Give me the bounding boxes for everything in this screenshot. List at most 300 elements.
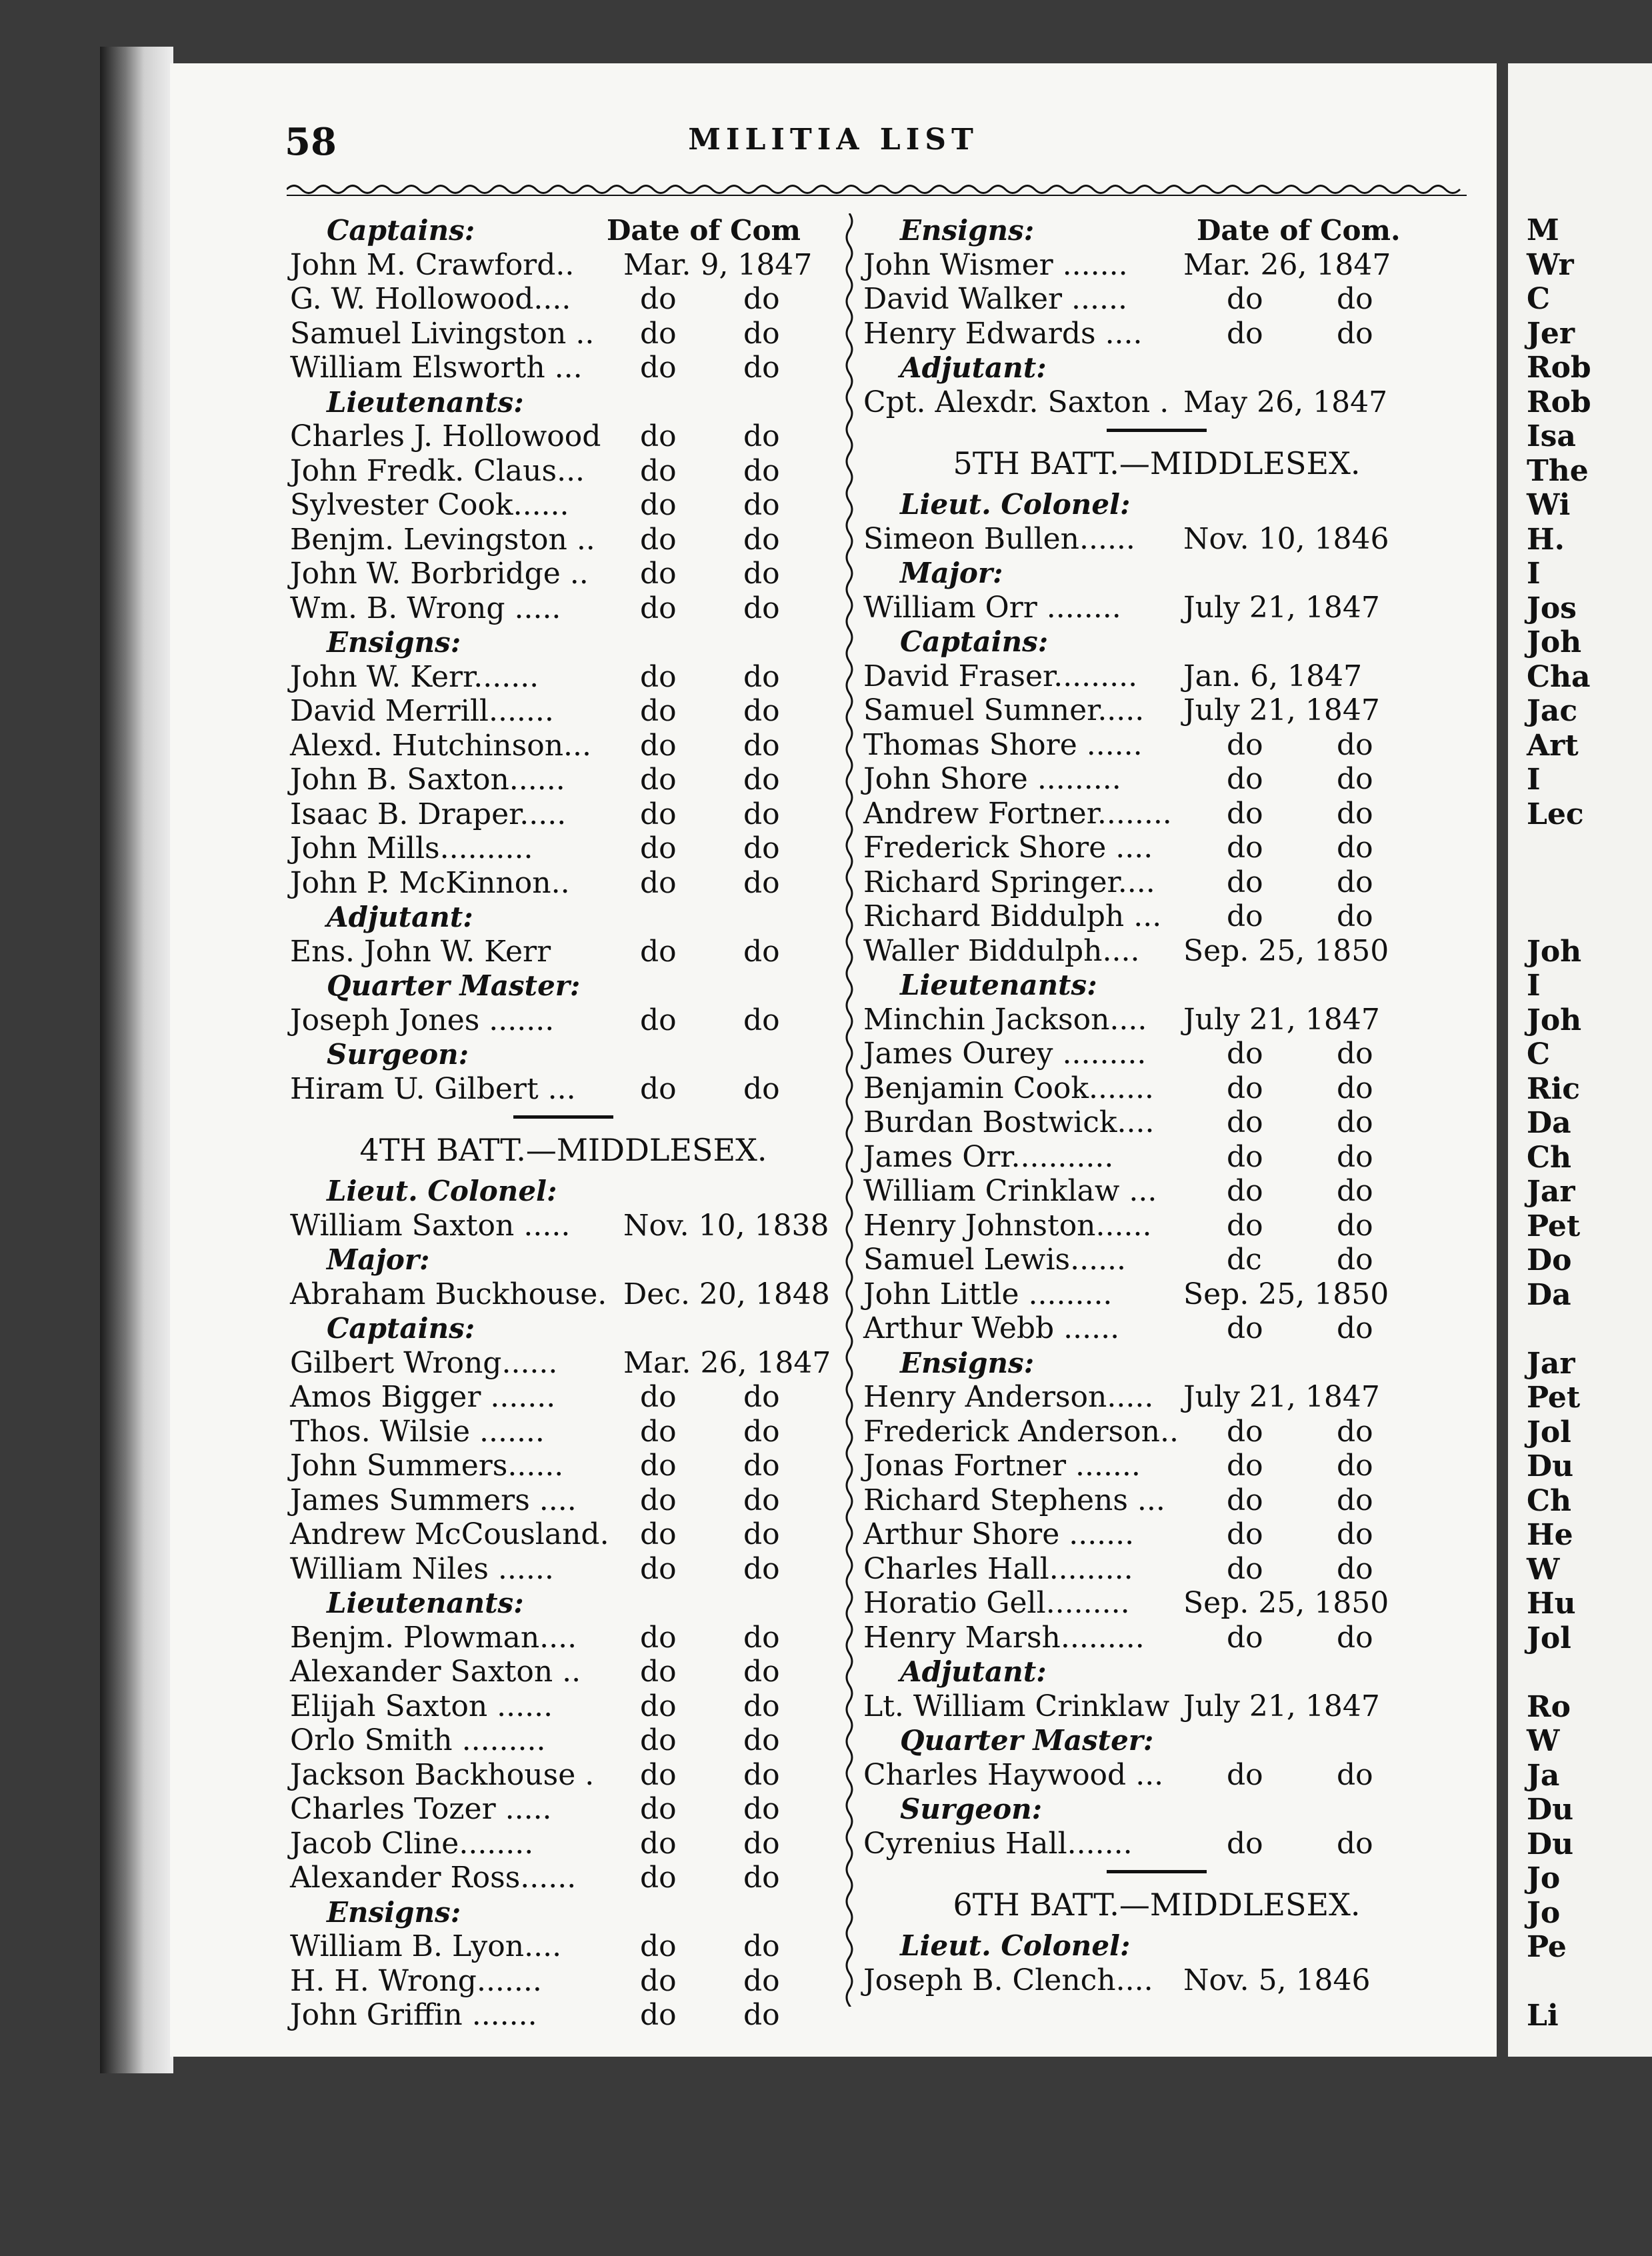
running-title: MILITIA LIST — [688, 123, 979, 157]
commission-date: May 26, 1847 — [1183, 385, 1388, 419]
officer-name: Samuel Lewis...... — [863, 1243, 1127, 1277]
rank-label: Captains: — [327, 214, 475, 247]
ditto-mark: do — [640, 831, 677, 865]
officer-name: William Orr ........ — [863, 590, 1121, 625]
ditto-mark: do — [743, 282, 780, 316]
ditto-mark: do — [1227, 865, 1263, 899]
officer-entry — [290, 1517, 837, 1552]
ditto-mark: do — [1337, 727, 1373, 762]
rank-heading — [863, 556, 1450, 591]
officer-name: Richard Springer.... — [863, 865, 1155, 899]
date-of-commission-header: Date of Com. — [1197, 214, 1401, 247]
officer-entry — [863, 1586, 1450, 1621]
officer-name: Gilbert Wrong...... — [290, 1345, 558, 1380]
ditto-mark: do — [1227, 1174, 1263, 1208]
facing-page-fragment: Joh — [1527, 1003, 1582, 1037]
officer-name: John Little ......... — [863, 1277, 1113, 1311]
officer-name: David Merrill....... — [290, 694, 554, 728]
officer-name: Joseph Jones ....... — [290, 1003, 555, 1037]
officer-name: Jonas Fortner ....... — [863, 1449, 1141, 1483]
ditto-mark: do — [1337, 1449, 1373, 1483]
ditto-mark: do — [743, 934, 780, 969]
commission-date: Dec. 20, 1848 — [623, 1277, 830, 1311]
officer-entry — [290, 1689, 837, 1724]
ditto-mark: do — [743, 1414, 780, 1449]
officer-entry — [290, 1998, 837, 2033]
officer-name: John Griffin ....... — [290, 1998, 537, 2032]
ditto-mark: do — [640, 1414, 677, 1449]
ditto-mark: do — [1227, 1208, 1263, 1243]
officer-name: Alexander Saxton .. — [290, 1655, 581, 1689]
officer-name: John Shore ......... — [863, 762, 1121, 796]
facing-page-fragment: I — [1527, 557, 1541, 591]
officer-entry — [863, 762, 1450, 797]
officer-name: John M. Crawford.. — [290, 247, 575, 282]
ditto-mark: do — [640, 1998, 677, 2032]
officer-name: Frederick Anderson.. — [863, 1414, 1179, 1449]
officer-entry — [290, 935, 837, 969]
ditto-mark: do — [1227, 899, 1263, 933]
ditto-mark: do — [640, 419, 677, 453]
officer-entry — [290, 1552, 837, 1587]
ditto-mark: do — [640, 1723, 677, 1757]
ditto-mark: do — [1337, 1071, 1373, 1105]
facing-page-fragment: Ch — [1527, 1140, 1572, 1175]
ditto-mark: do — [1337, 1826, 1373, 1861]
ditto-mark: do — [1337, 1037, 1373, 1071]
commission-date: Mar. 26, 1847 — [623, 1345, 831, 1380]
officer-entry — [863, 248, 1450, 283]
facing-page-fragment: Jol — [1527, 1415, 1571, 1449]
officer-entry — [863, 1449, 1450, 1483]
officer-name: Sylvester Cook...... — [290, 488, 569, 522]
ditto-mark: do — [743, 728, 780, 763]
officer-name: Burdan Bostwick.... — [863, 1105, 1155, 1139]
officer-entry — [863, 1689, 1450, 1724]
ditto-mark: do — [1337, 1414, 1373, 1449]
officer-name: Frederick Shore .... — [863, 831, 1153, 865]
officer-entry — [863, 899, 1450, 934]
facing-page-fragment: Isa — [1527, 419, 1576, 453]
officer-name: Jackson Backhouse . — [290, 1757, 595, 1792]
officer-name: James Summers .... — [290, 1483, 577, 1517]
ditto-mark: do — [1227, 1517, 1263, 1551]
facing-page-fragment — [1527, 831, 1591, 866]
ditto-mark: do — [743, 1620, 780, 1655]
officer-entry — [863, 591, 1450, 625]
ditto-mark: do — [1337, 1174, 1373, 1208]
battalion-heading: 4TH BATT.—MIDDLESEX. — [359, 1132, 767, 1168]
officer-name: William Niles ...... — [290, 1551, 554, 1586]
officer-entry — [290, 1449, 837, 1483]
officer-name: H. H. Wrong....... — [290, 1963, 542, 1998]
section-rule — [290, 1106, 837, 1126]
rank-heading — [290, 1586, 837, 1621]
rank-label: Captains: — [900, 625, 1049, 658]
rank-heading — [863, 487, 1450, 522]
officer-name: Andrew McCousland. — [290, 1517, 609, 1551]
officer-name: Henry Johnston...... — [863, 1208, 1152, 1243]
ditto-mark: do — [1337, 762, 1373, 796]
rank-label: Quarter Master: — [327, 969, 581, 1002]
officer-entry — [290, 1003, 837, 1038]
ditto-mark: do — [743, 865, 780, 900]
officer-name: Elijah Saxton ...... — [290, 1689, 553, 1723]
ditto-mark: do — [640, 1620, 677, 1655]
officer-name: Alexander Ross...... — [290, 1861, 577, 1895]
ditto-mark: do — [1337, 1517, 1373, 1551]
officer-name: Cyrenius Hall....... — [863, 1826, 1133, 1861]
ditto-mark: do — [640, 316, 677, 351]
officer-entry — [863, 1071, 1450, 1106]
officer-entry — [290, 1964, 837, 1999]
officer-entry — [290, 1277, 837, 1312]
facing-page-fragment: The — [1527, 453, 1589, 488]
column-divider — [843, 213, 855, 2007]
officer-entry — [863, 865, 1450, 900]
ditto-mark: do — [743, 1551, 780, 1586]
ditto-mark: do — [640, 1757, 677, 1792]
rank-label: Adjutant: — [900, 351, 1047, 384]
officer-name: Andrew Fortner........ — [863, 796, 1172, 831]
officer-name: Samuel Sumner..... — [863, 693, 1145, 727]
ditto-mark: dc — [1227, 1243, 1262, 1277]
officer-entry — [863, 1243, 1450, 1277]
officer-entry — [863, 1037, 1450, 1071]
document-page — [170, 63, 1497, 2057]
officer-entry — [290, 523, 837, 557]
officer-name: John P. McKinnon.. — [290, 865, 570, 900]
ditto-mark: do — [743, 419, 780, 453]
ditto-mark: do — [1337, 316, 1373, 351]
ditto-mark: do — [743, 557, 780, 591]
facing-page-fragment: Ch — [1527, 1483, 1572, 1518]
facing-page-fragment: Cha — [1527, 659, 1591, 694]
ditto-mark: do — [640, 522, 677, 557]
page-header — [170, 120, 1497, 167]
ditto-mark: do — [743, 1003, 780, 1037]
ditto-mark: do — [1227, 1105, 1263, 1139]
facing-page-fragment: Pet — [1527, 1381, 1581, 1415]
ditto-mark: do — [1337, 1620, 1373, 1655]
date-of-commission-header: Date of Com — [607, 214, 801, 247]
rank-label: Ensigns: — [327, 626, 461, 659]
facing-page-fragment: H. — [1527, 522, 1565, 557]
ditto-mark: do — [743, 351, 780, 385]
ditto-mark: do — [640, 1003, 677, 1037]
ditto-mark: do — [640, 763, 677, 797]
ditto-mark: do — [640, 591, 677, 625]
ditto-mark: do — [1227, 1037, 1263, 1071]
rank-label: Ensigns: — [900, 1346, 1035, 1379]
officer-name: Hiram U. Gilbert ... — [290, 1071, 576, 1106]
officer-entry — [863, 1380, 1450, 1415]
rank-label: Ensigns: — [327, 1895, 461, 1929]
ditto-mark: do — [743, 1792, 780, 1826]
ditto-mark: do — [1337, 899, 1373, 933]
officer-name: Thos. Wilsie ....... — [290, 1414, 545, 1449]
rank-label: Lieut. Colonel: — [327, 1175, 557, 1207]
officer-entry — [863, 1209, 1450, 1243]
ditto-mark: do — [1337, 1551, 1373, 1586]
ditto-mark: do — [1337, 865, 1373, 899]
ditto-mark: do — [1337, 1483, 1373, 1517]
officer-name: Charles Haywood ... — [863, 1757, 1164, 1792]
ditto-mark: do — [743, 659, 780, 694]
rank-label: Lieutenants: — [327, 385, 524, 419]
ditto-mark: do — [1337, 1105, 1373, 1139]
officer-name: John W. Borbridge .. — [290, 557, 589, 591]
officer-name: Orlo Smith ......... — [290, 1723, 546, 1757]
right-column — [863, 213, 1450, 1997]
officer-entry — [290, 1346, 837, 1381]
commission-date: Jan. 6, 1847 — [1183, 659, 1363, 693]
officer-entry — [863, 385, 1450, 420]
officer-entry — [290, 317, 837, 351]
officer-entry — [863, 1415, 1450, 1449]
rank-label: Adjutant: — [327, 901, 473, 933]
rank-label: Major: — [327, 1243, 430, 1276]
officer-name: Benjamin Cook....... — [863, 1071, 1154, 1105]
rank-heading — [290, 969, 837, 1003]
ditto-mark: do — [743, 831, 780, 865]
officer-name: James Ourey ......... — [863, 1037, 1147, 1071]
facing-page-fragment: Do — [1527, 1243, 1572, 1277]
officer-entry — [290, 866, 837, 901]
officer-name: William Saxton ..... — [290, 1208, 571, 1243]
facing-page-fragment: Pet — [1527, 1209, 1581, 1243]
facing-page-fragment: Rob — [1527, 351, 1591, 385]
officer-name: John B. Saxton...... — [290, 763, 565, 797]
facing-page-fragment — [1527, 900, 1591, 935]
ditto-mark: do — [1337, 282, 1373, 316]
officer-entry — [290, 419, 837, 454]
ditto-mark: do — [640, 1071, 677, 1106]
battalion-heading: 6TH BATT.—MIDDLESEX. — [953, 1887, 1361, 1923]
rank-label: Surgeon: — [327, 1038, 469, 1071]
ditto-mark: do — [1227, 282, 1263, 316]
ditto-mark: do — [743, 1963, 780, 1998]
officer-entry — [863, 317, 1450, 351]
rank-heading — [863, 351, 1450, 385]
ditto-mark: do — [743, 1449, 780, 1483]
commission-date: July 21, 1847 — [1183, 1002, 1380, 1037]
ornamental-wavy-rule — [287, 182, 1467, 197]
ditto-mark: do — [1227, 1139, 1263, 1174]
officer-entry — [290, 1072, 837, 1107]
ditto-mark: do — [1227, 796, 1263, 831]
ditto-mark: do — [743, 488, 780, 522]
ditto-mark: do — [1227, 727, 1263, 762]
rank-heading — [863, 1929, 1450, 1963]
facing-page-fragment: Jos — [1527, 591, 1577, 625]
officer-name: John Wismer ....... — [863, 247, 1128, 282]
officer-entry — [290, 660, 837, 695]
ditto-mark: do — [1337, 796, 1373, 831]
ditto-mark: do — [743, 1723, 780, 1757]
book-spine — [100, 47, 173, 2073]
rank-heading — [290, 385, 837, 420]
facing-page-fragment: W — [1527, 1552, 1560, 1587]
officer-entry — [290, 248, 837, 283]
commission-date: Nov. 10, 1846 — [1183, 521, 1389, 556]
officer-entry — [290, 1929, 837, 1964]
officer-name: Joseph B. Clench.... — [863, 1963, 1153, 1997]
facing-page-fragment: Jo — [1527, 1895, 1561, 1930]
officer-name: David Walker ...... — [863, 282, 1127, 316]
officer-entry — [863, 522, 1450, 557]
officer-entry — [290, 1380, 837, 1415]
officer-name: Wm. B. Wrong ..... — [290, 591, 561, 625]
rank-heading — [290, 1174, 837, 1209]
ditto-mark: do — [640, 1380, 677, 1414]
ditto-mark: do — [1227, 1071, 1263, 1105]
ditto-mark: do — [743, 522, 780, 557]
ditto-mark: do — [640, 728, 677, 763]
officer-entry — [863, 282, 1450, 317]
rank-heading — [290, 213, 837, 248]
officer-name: Charles Tozer ..... — [290, 1792, 552, 1826]
officer-name: Alexd. Hutchinson... — [290, 728, 591, 763]
ditto-mark: do — [1227, 831, 1263, 865]
ditto-mark: do — [743, 1689, 780, 1723]
officer-name: Lt. William Crinklaw — [863, 1689, 1170, 1723]
commission-date: Sep. 25, 1850 — [1183, 933, 1389, 968]
officer-entry — [290, 831, 837, 866]
officer-entry — [290, 1483, 837, 1518]
ditto-mark: do — [640, 1551, 677, 1586]
officer-entry — [863, 1277, 1450, 1312]
section-rule — [863, 1861, 1450, 1881]
officer-entry — [290, 1415, 837, 1449]
facing-page-fragment: Li — [1527, 1999, 1559, 2033]
facing-page-fragment: Ric — [1527, 1071, 1581, 1106]
officer-name: William Elsworth ... — [290, 351, 583, 385]
facing-page-fragment: Art — [1527, 728, 1579, 763]
officer-entry — [290, 591, 837, 626]
commission-date: Mar. 26, 1847 — [1183, 247, 1391, 282]
ditto-mark: do — [640, 557, 677, 591]
officer-entry — [863, 1517, 1450, 1552]
ditto-mark: do — [640, 934, 677, 969]
ditto-mark: do — [743, 1071, 780, 1106]
rank-label: Major: — [900, 557, 1003, 589]
officer-name: Henry Marsh......... — [863, 1620, 1145, 1655]
officer-entry — [863, 1311, 1450, 1346]
ditto-mark: do — [743, 1517, 780, 1551]
officer-entry — [863, 1963, 1450, 1998]
officer-name: Henry Anderson..... — [863, 1380, 1154, 1414]
officer-entry — [290, 763, 837, 797]
officer-entry — [290, 1209, 837, 1243]
ditto-mark: do — [1227, 1551, 1263, 1586]
officer-name: Cpt. Alexdr. Saxton . — [863, 385, 1169, 419]
officer-name: John Summers...... — [290, 1449, 564, 1483]
ditto-mark: do — [743, 763, 780, 797]
ditto-mark: do — [1227, 1757, 1263, 1792]
facing-page-fragment: Hu — [1527, 1587, 1576, 1621]
facing-page-fragment: Pe — [1527, 1930, 1567, 1964]
officer-name: Ens. John W. Kerr — [290, 934, 551, 969]
officer-name: Thomas Shore ...... — [863, 727, 1143, 762]
ditto-mark: do — [640, 659, 677, 694]
facing-page-fragment — [1527, 866, 1591, 901]
officer-name: G. W. Hollowood.... — [290, 282, 571, 316]
ditto-mark: do — [640, 1483, 677, 1517]
officer-entry — [290, 1723, 837, 1758]
ditto-mark: do — [743, 453, 780, 488]
officer-entry — [863, 831, 1450, 865]
page-number: 58 — [285, 120, 337, 164]
ditto-mark: do — [1227, 1311, 1263, 1345]
facing-page-fragment: Jar — [1527, 1175, 1575, 1209]
facing-page-fragment: Jar — [1527, 1346, 1575, 1381]
rank-heading — [863, 968, 1450, 1003]
officer-entry — [863, 1483, 1450, 1518]
rank-heading — [290, 625, 837, 660]
ditto-mark: do — [640, 1655, 677, 1689]
ditto-mark: do — [640, 282, 677, 316]
rank-label: Adjutant: — [900, 1655, 1047, 1688]
rank-label: Lieutenants: — [900, 969, 1097, 1001]
officer-entry — [863, 728, 1450, 763]
ditto-mark: do — [1227, 1414, 1263, 1449]
officer-entry — [290, 1621, 837, 1655]
ditto-mark: do — [743, 1861, 780, 1895]
commission-date: July 21, 1847 — [1183, 590, 1380, 625]
ditto-mark: do — [1337, 1243, 1373, 1277]
commission-date: July 21, 1847 — [1183, 1380, 1380, 1414]
officer-entry — [290, 1655, 837, 1689]
officer-name: Amos Bigger ....... — [290, 1380, 556, 1414]
rank-label: Lieut. Colonel: — [900, 1929, 1131, 1962]
officer-entry — [290, 351, 837, 385]
ditto-mark: do — [640, 1689, 677, 1723]
officer-name: Charles Hall......... — [863, 1551, 1133, 1586]
officer-name: David Fraser......... — [863, 659, 1138, 693]
ditto-mark: do — [1337, 831, 1373, 865]
facing-page-fragment: Lec — [1527, 797, 1584, 831]
ditto-mark: do — [743, 1380, 780, 1414]
facing-page-fragment: Jo — [1527, 1861, 1561, 1895]
facing-page-fragment: I — [1527, 763, 1541, 797]
officer-name: Arthur Shore ....... — [863, 1517, 1135, 1551]
ditto-mark: do — [1227, 1449, 1263, 1483]
facing-page-fragment: Jer — [1527, 316, 1575, 351]
officer-name: William Crinklaw ... — [863, 1174, 1157, 1208]
rank-label: Captains: — [327, 1312, 475, 1345]
officer-entry — [290, 557, 837, 591]
officer-entry — [863, 693, 1450, 728]
officer-name: Simeon Bullen...... — [863, 521, 1135, 556]
commission-date: Nov. 5, 1846 — [1183, 1963, 1371, 1997]
facing-page-fragment: W — [1527, 1724, 1560, 1758]
ditto-mark: do — [640, 1517, 677, 1551]
section-rule — [863, 419, 1450, 439]
ditto-mark: do — [743, 1826, 780, 1861]
ditto-mark: do — [743, 1655, 780, 1689]
rank-label: Lieut. Colonel: — [900, 488, 1131, 521]
ditto-mark: do — [640, 1929, 677, 1963]
ditto-mark: do — [1337, 1311, 1373, 1345]
facing-page-fragment: He — [1527, 1518, 1573, 1552]
commission-date: July 21, 1847 — [1183, 693, 1380, 727]
facing-page-fragment: Da — [1527, 1106, 1571, 1140]
facing-page-fragment: Rob — [1527, 385, 1591, 419]
officer-entry — [290, 1861, 837, 1895]
officer-entry — [863, 934, 1450, 969]
officer-entry — [863, 1140, 1450, 1175]
